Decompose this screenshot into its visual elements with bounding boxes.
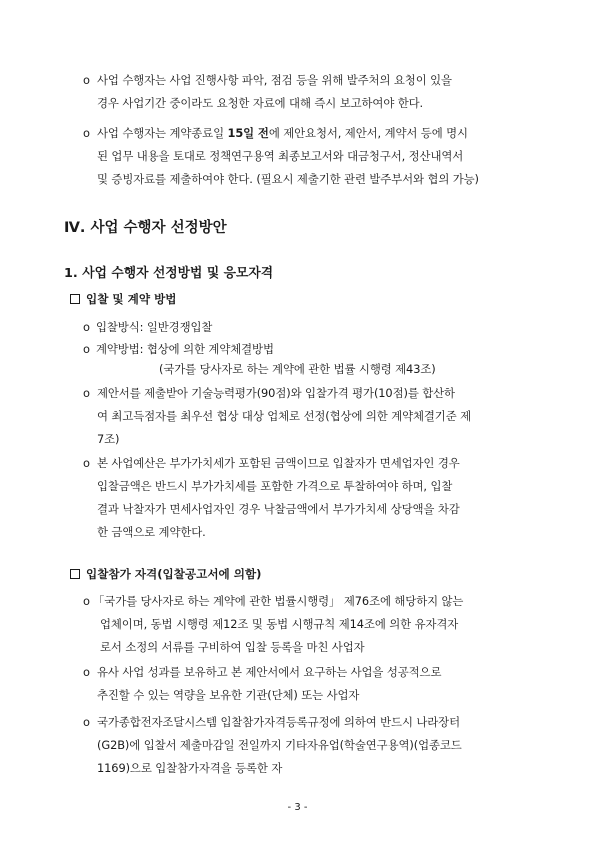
- paragraph-line: 로서 소정의 서류를 구비하여 입찰 등록을 마친 사업자: [100, 640, 365, 654]
- paragraph-line: 여 최고득점자를 최우선 협상 대상 업체로 선정(협상에 의한 계약체결기준 제: [97, 409, 472, 423]
- paragraph-line: 제안서를 제출받아 기술능력평가(90점)와 입찰가격 평가(10점)를 합산하: [97, 386, 455, 400]
- subsection-title: 1. 사업 수행자 선정방법 및 응모자격: [64, 266, 274, 281]
- bullet-marker: o: [83, 386, 90, 400]
- paragraph-line: 계약방법: 협상에 의한 계약체결방법: [96, 342, 274, 356]
- checkbox-square-icon: [70, 294, 80, 304]
- bullet-marker: o: [83, 320, 90, 334]
- bid-method-heading: [70, 291, 177, 307]
- heading-label: 입찰참가 자격(입찰공고서에 의함): [86, 567, 262, 581]
- paragraph-line: 경우 사업기간 중이라도 요청한 자료에 대해 즉시 보고하여야 한다.: [97, 96, 424, 110]
- text-segment: 에 제안요청서, 제안서, 계약서 등에 명시: [268, 126, 468, 140]
- heading-label: 입찰 및 계약 방법: [86, 292, 177, 306]
- paragraph-line: 한 금액으로 계약한다.: [97, 525, 206, 539]
- bullet-marker: o: [83, 715, 90, 729]
- paragraph-line: 추진할 수 있는 역량을 보유한 기관(단체) 또는 사업자: [97, 688, 360, 702]
- paragraph-line: 사업 수행자는 사업 진행사항 파악, 점검 등을 위해 발주처의 요청이 있을: [97, 73, 452, 87]
- paragraph-line: (국가를 당사자로 하는 계약에 관한 법률 시행령 제43조): [159, 362, 436, 376]
- section-title: Ⅳ. 사업 수행자 선정방안: [64, 220, 227, 236]
- paragraph-line: 1169)으로 입찰참가자격을 등록한 자: [97, 761, 283, 775]
- deadline-emphasis: 15일 전: [227, 126, 269, 140]
- paragraph-line: [97, 126, 468, 140]
- checkbox-square-icon: [70, 569, 80, 579]
- paragraph-line: 국가종합전자조달시스템 입찰참가자격등록규정에 의하여 반드시 나라장터: [97, 715, 460, 729]
- paragraph-line: 7조): [97, 432, 120, 446]
- bullet-marker: o: [83, 73, 90, 87]
- bullet-marker: o: [83, 456, 90, 470]
- paragraph-line: 입찰금액은 반드시 부가가치세를 포함한 가격으로 투찰하여야 하며, 입찰: [97, 479, 453, 493]
- paragraph-line: 결과 낙찰자가 면세사업자인 경우 낙찰금액에서 부가가치세 상당액을 차감: [97, 502, 460, 516]
- qualification-heading: [70, 566, 261, 582]
- paragraph-line: 「국가를 당사자로 하는 계약에 관한 법률시행령」 제76조에 해당하지 않는: [93, 594, 464, 608]
- paragraph-line: 및 증빙자료를 제출하여야 한다. (필요시 제출기한 관련 발주부서와 협의 가능): [97, 172, 479, 186]
- paragraph-line: 유사 사업 성과를 보유하고 본 제안서에서 요구하는 사업을 성공적으로: [97, 665, 442, 679]
- bullet-marker: o: [83, 126, 90, 140]
- bullet-marker: o: [83, 594, 90, 608]
- paragraph-line: 된 업무 내용을 토대로 정책연구용역 최종보고서와 대금청구서, 정산내역서: [97, 149, 464, 163]
- paragraph-line: 본 사업예산은 부가가치세가 포함된 금액이므로 입찰자가 면세업자인 경우: [97, 456, 460, 470]
- paragraph-line: 입찰방식: 일반경쟁입찰: [96, 320, 213, 334]
- page-number: - 3 -: [287, 802, 308, 813]
- paragraph-line: (G2B)에 입찰서 제출마감일 전일까지 기타자유업(학술연구용역)(업종코드: [97, 738, 462, 752]
- text-segment: 사업 수행자는 계약종료일: [97, 126, 228, 140]
- paragraph-line: 업체이며, 동법 시행령 제12조 및 동법 시행규칙 제14조에 의한 유자격자: [100, 617, 459, 631]
- bullet-marker: o: [83, 665, 90, 679]
- bullet-marker: o: [83, 342, 90, 356]
